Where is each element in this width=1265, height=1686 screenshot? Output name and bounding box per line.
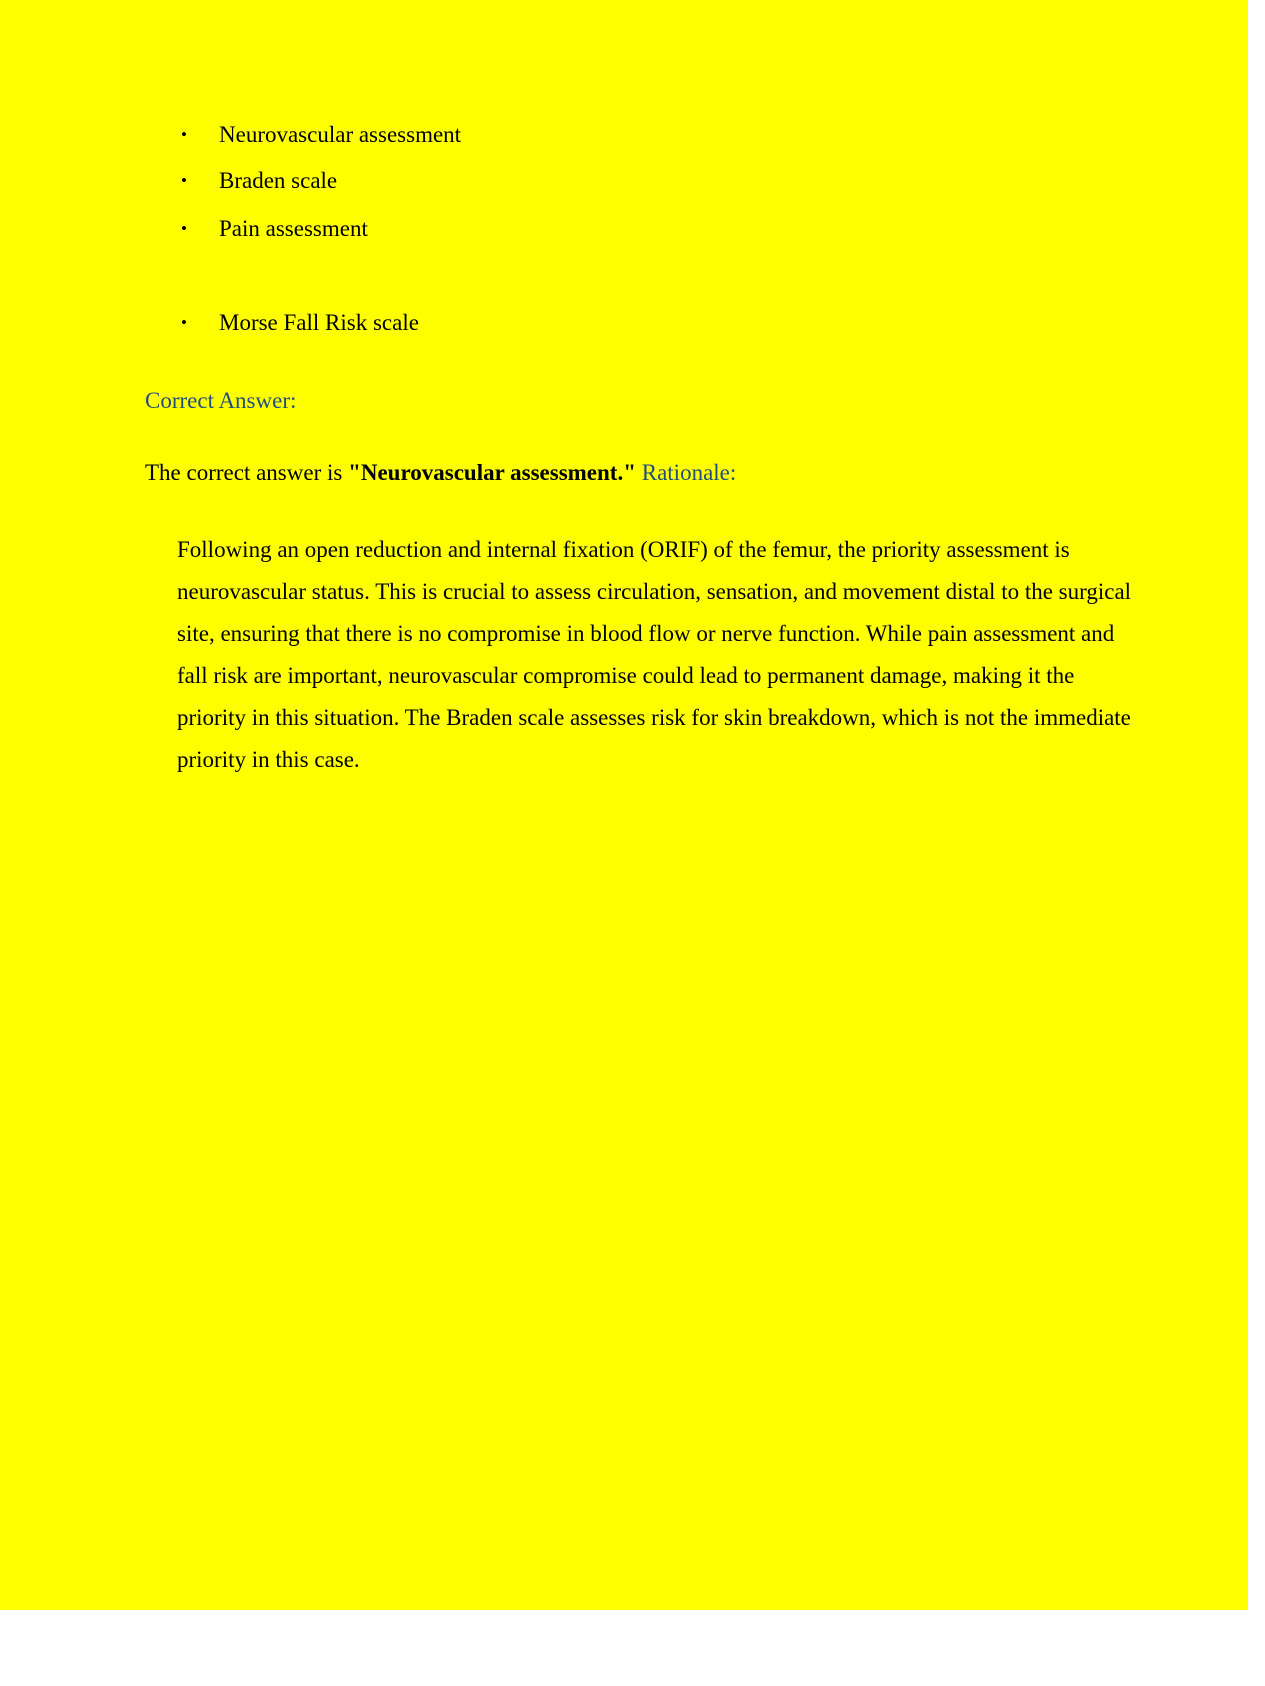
- rationale-paragraph: Following an open reduction and internal fixation (ORIF) of the femur, the priority assessment is neurovascular status. This is crucial to assess circulation, sensation, and movement distal to the surgical site, ensuring that there is no compromise in blood flow or nerve function. While pain assessment and fall risk are important, neurovascular compromise could lead to permanent damage, making it the priority in this situation. The Braden scale assesses risk for skin breakdown, which is not the immediate priority in this case.: [177, 537, 1132, 772]
- correct-answer-heading: Correct Answer:: [145, 388, 297, 413]
- bullet-icon: •: [181, 219, 187, 238]
- option-label: Morse Fall Risk scale: [219, 310, 419, 335]
- answer-prefix: The correct answer is: [145, 460, 349, 485]
- option-label: Braden scale: [219, 168, 338, 193]
- option-label: Neurovascular assessment: [219, 122, 462, 147]
- bullet-icon: •: [181, 125, 187, 144]
- option-label: Pain assessment: [219, 216, 368, 241]
- rationale-label: Rationale:: [635, 460, 737, 485]
- correct-answer-statement: [145, 458, 736, 488]
- bullet-icon: •: [181, 171, 187, 190]
- answer-value: "Neurovascular assessment.": [348, 460, 636, 485]
- bullet-icon: •: [181, 313, 187, 332]
